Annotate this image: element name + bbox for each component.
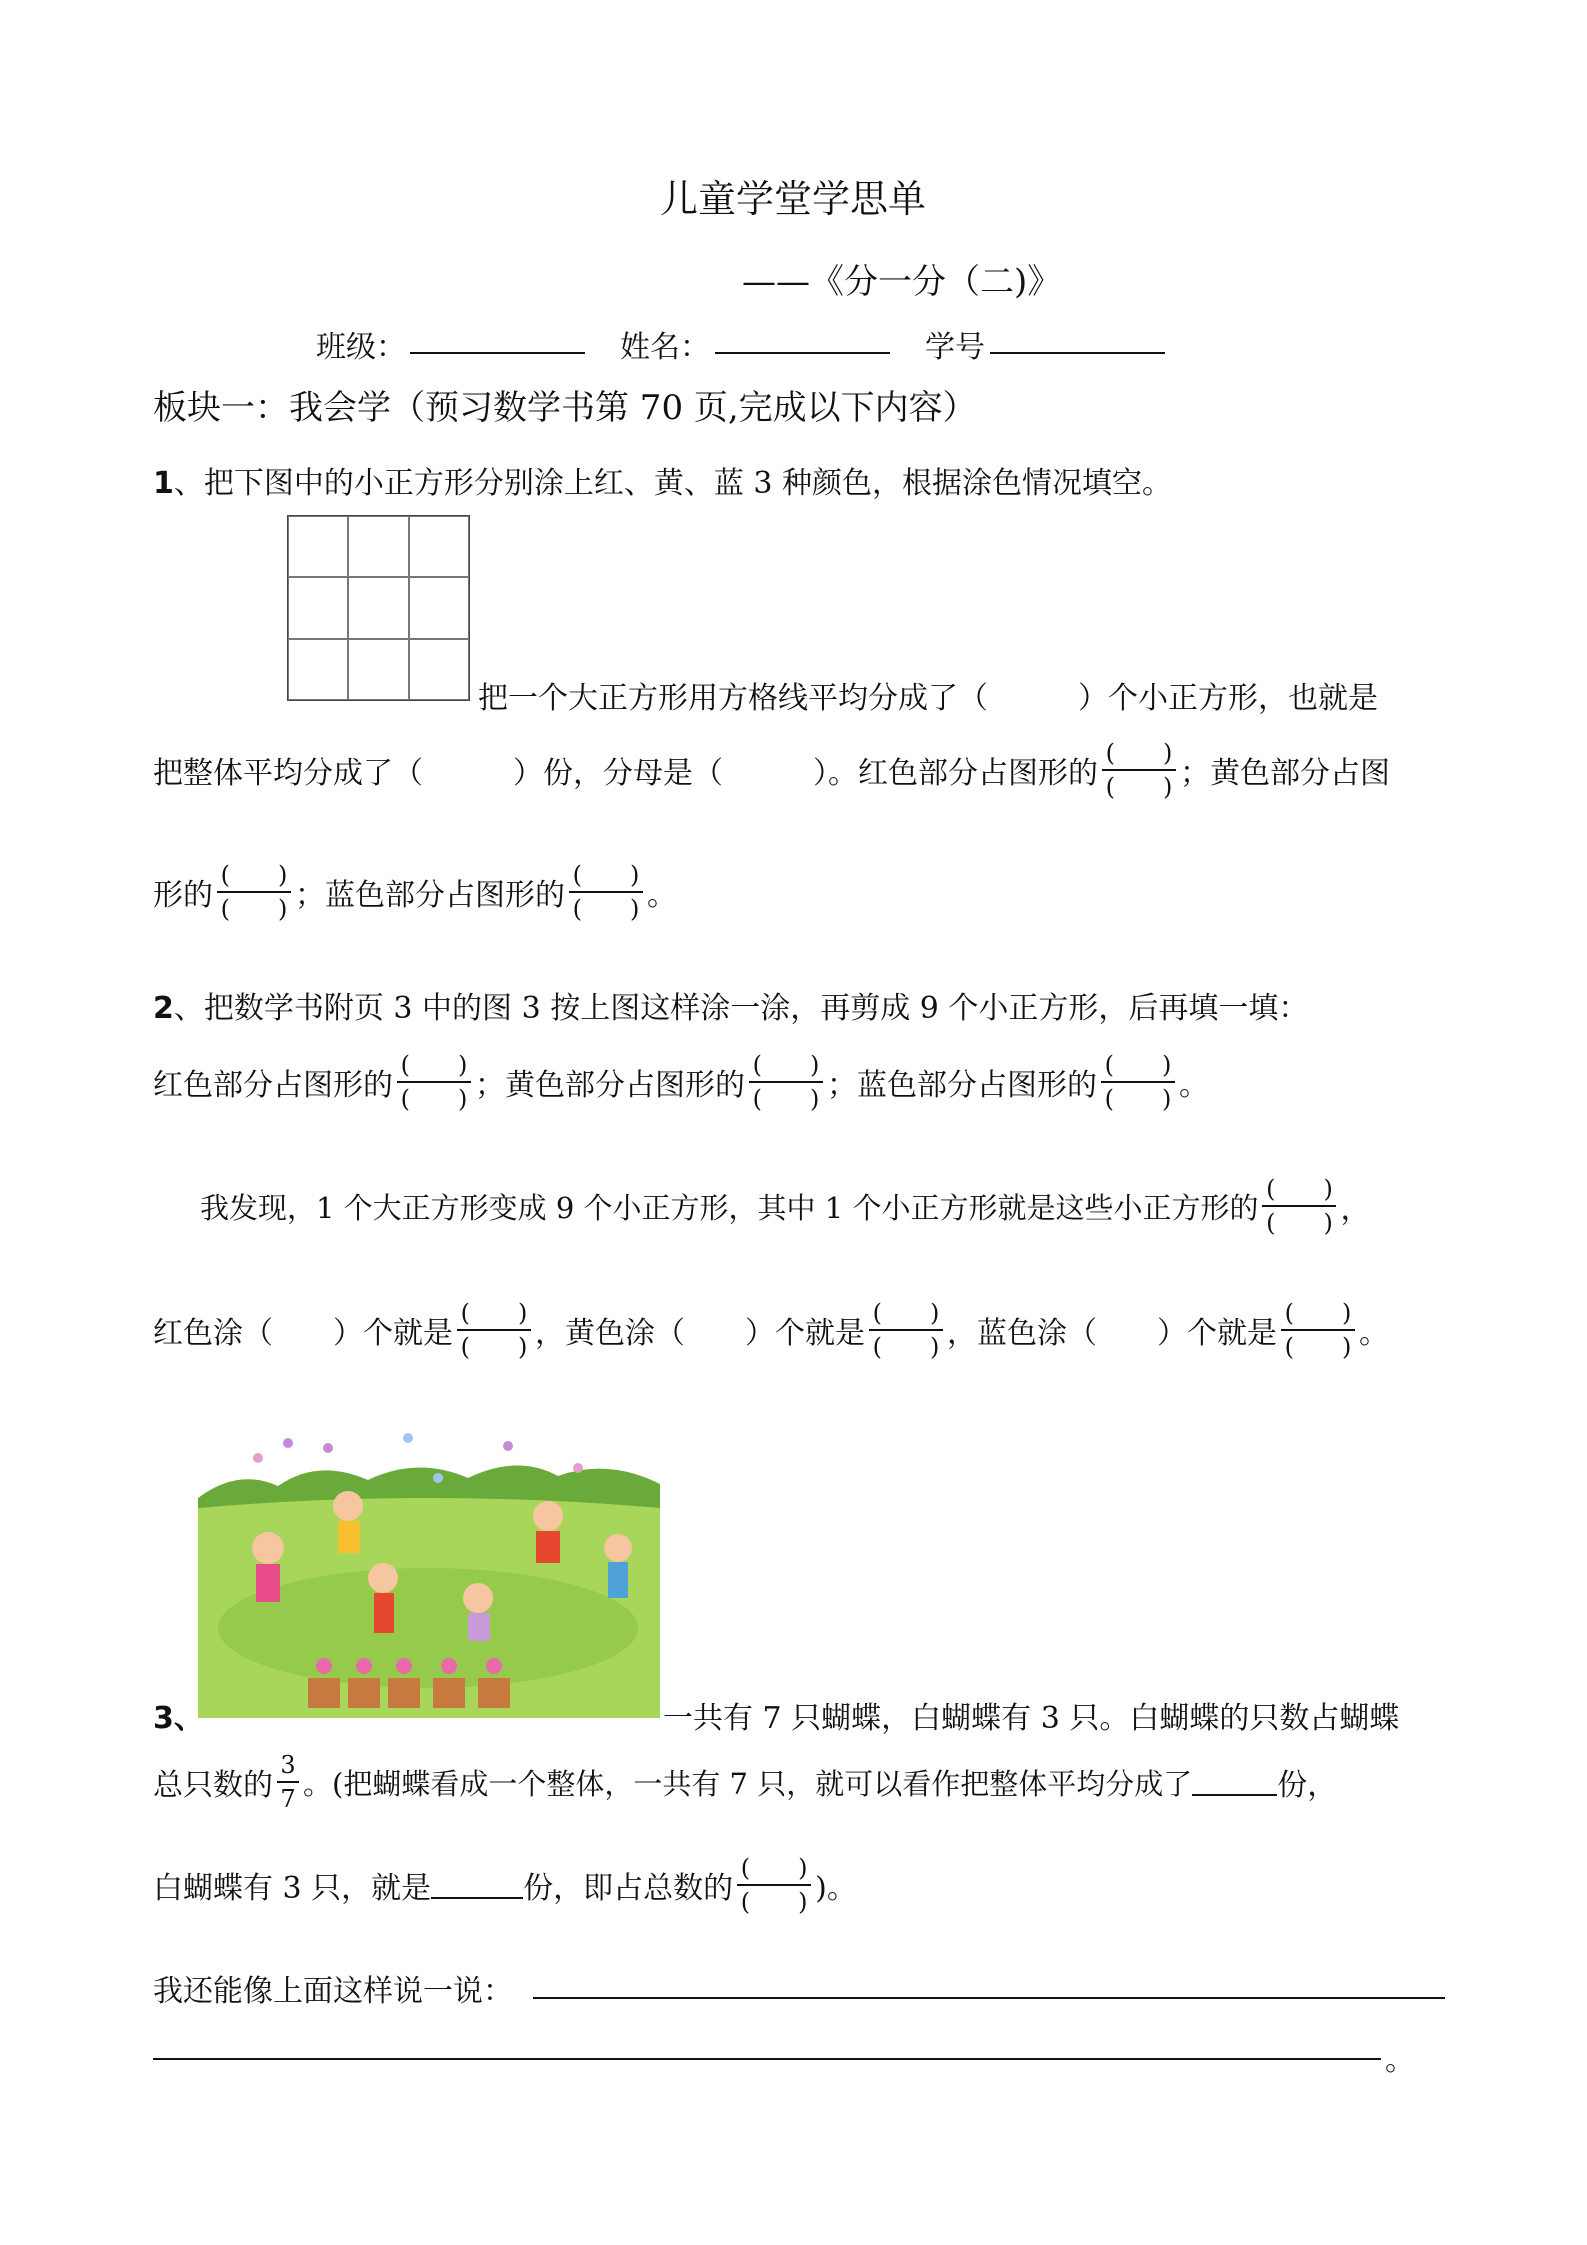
fraction-denominator: ( ) (752, 1085, 820, 1113)
answer-line[interactable] (153, 2058, 1381, 2060)
q2-line-2-end: ， (1340, 1192, 1371, 1227)
section-heading: 板块一：我会学（预习数学书第 70 页,完成以下内容） (153, 388, 977, 428)
fraction-denominator: ( ) (220, 895, 288, 923)
fraction-bar (869, 1329, 943, 1331)
flower-pots (308, 1678, 510, 1708)
fraction-blank[interactable] (1281, 1300, 1355, 1360)
fraction-bar (1281, 1329, 1355, 1331)
grid-cell[interactable] (288, 639, 348, 700)
fraction-numerator: ( ) (400, 1051, 468, 1079)
fraction-blank[interactable] (1102, 740, 1176, 800)
q3-line-5-end: 。 (1385, 2043, 1415, 2078)
fraction-bar (737, 1884, 811, 1886)
question-text: 、把下图中的小正方形分别涂上红、黄、蓝 3 种颜色，根据涂色情况填空。 (173, 466, 1173, 501)
q2-line-2 (200, 1176, 1370, 1236)
fraction-denominator: ( ) (1104, 1085, 1172, 1113)
fraction-numerator: ( ) (1266, 1175, 1333, 1203)
fraction-denominator: ( ) (1284, 1333, 1352, 1361)
fraction-blank[interactable] (1262, 1176, 1336, 1236)
q2-line-1-end: 。 (1179, 1068, 1209, 1103)
fraction-denominator: ( ) (460, 1333, 528, 1361)
q3-line-2-text: 总只数的 (153, 1768, 273, 1803)
fraction-denominator: ( ) (872, 1333, 940, 1361)
fraction-numerator: ( ) (460, 1299, 528, 1327)
fraction-bar (217, 891, 291, 893)
fraction-numerator: ( ) (1284, 1299, 1352, 1327)
answer-blank[interactable] (431, 1871, 523, 1899)
fraction-bar (1262, 1205, 1336, 1207)
fraction-denominator: ( ) (400, 1085, 468, 1113)
q2-line-3 (153, 1300, 1389, 1360)
fraction-blank[interactable] (217, 862, 291, 922)
q2-line-1-mid: ；黄色部分占图形的 (475, 1068, 745, 1103)
q3-line-2-mid: 。(把蝴蝶看成一个整体，一共有 7 只，就可以看作把整体平均分成了 (303, 1766, 1193, 1801)
question-number: 2 (153, 991, 174, 1026)
grid-cell[interactable] (288, 577, 348, 638)
q1-line-3-mid: ；蓝色部分占图形的 (295, 878, 565, 913)
question-1-prompt (153, 458, 1172, 502)
grid-cell[interactable] (348, 516, 408, 577)
page-subtitle: ——《分一分（二)》 (742, 262, 1062, 302)
grid-cell[interactable] (348, 577, 408, 638)
q1-line-2-text: 把整体平均分成了（ ）份，分母是（ ）。红色部分占图形的 (153, 756, 1098, 791)
fraction-numerator: ( ) (752, 1051, 820, 1079)
fraction-bar (277, 1781, 299, 1783)
question-number: 1 (153, 466, 174, 501)
fraction-numerator: ( ) (572, 861, 640, 889)
fraction-blank[interactable] (457, 1300, 531, 1360)
fraction-denominator: ( ) (1266, 1209, 1333, 1237)
fraction-blank[interactable] (1101, 1052, 1175, 1112)
fraction-bar (569, 891, 643, 893)
q1-line-3-end: 。 (647, 878, 677, 913)
question-text: 、把数学书附页 3 中的图 3 按上图这样涂一涂，再剪成 9 个小正方形，后再填一填： (173, 991, 1309, 1026)
q2-line-1-text: 红色部分占图形的 (153, 1068, 393, 1103)
fraction-numerator: ( ) (220, 861, 288, 889)
q3-line-3-text: 白蝴蝶有 3 只，就是 (153, 1871, 432, 1906)
fraction-bar (397, 1081, 471, 1083)
q1-line-2 (153, 740, 1390, 800)
q2-line-3-text: 红色涂（ ）个就是 (153, 1316, 453, 1351)
fraction-bar (1101, 1081, 1175, 1083)
q1-line-3-text: 形的 (153, 878, 213, 913)
fraction-bar (1102, 769, 1176, 771)
name-field[interactable] (715, 322, 890, 354)
fraction-denominator: ( ) (740, 1888, 808, 1916)
fraction-numerator: ( ) (872, 1299, 940, 1327)
fraction-bar (749, 1081, 823, 1083)
q3-line-2 (153, 1752, 1337, 1812)
fraction-denominator: ( ) (1105, 773, 1173, 801)
fraction-numerator: ( ) (1104, 1051, 1172, 1079)
fraction-numerator: ( ) (1105, 739, 1173, 767)
grid-cell[interactable] (409, 577, 469, 638)
question-number: 3、 (153, 1701, 204, 1736)
fraction-numerator: ( ) (740, 1854, 808, 1882)
q2-line-1-mid2: ；蓝色部分占图形的 (827, 1068, 1097, 1103)
q3-line-4: 我还能像上面这样说一说： (153, 1974, 513, 2009)
fraction-blank[interactable] (869, 1300, 943, 1360)
question-2-prompt (153, 983, 1308, 1027)
q3-line-2-end: 份， (1277, 1768, 1338, 1803)
fraction-three-sevenths (277, 1752, 299, 1812)
q3-line-3 (153, 1855, 857, 1915)
answer-line[interactable] (533, 1997, 1445, 1999)
class-field[interactable] (410, 322, 585, 354)
name-label: 姓名： (620, 330, 710, 365)
fraction-denominator: 7 (280, 1785, 296, 1813)
fraction-denominator: ( ) (572, 895, 640, 923)
class-label: 班级： (316, 330, 406, 365)
student-id-label: 学号 (925, 330, 985, 365)
grid-cell[interactable] (288, 516, 348, 577)
student-id-field[interactable] (990, 322, 1165, 354)
q3-line-1-text: 一共有 7 只蝴蝶，白蝴蝶有 3 只。白蝴蝶的只数占蝴蝶 (663, 1701, 1400, 1736)
fraction-blank[interactable] (737, 1855, 811, 1915)
q1-line-3 (153, 862, 677, 922)
fraction-blank[interactable] (569, 862, 643, 922)
fraction-blank[interactable] (749, 1052, 823, 1112)
fraction-bar (457, 1329, 531, 1331)
q1-line-1: 把一个大正方形用方格线平均分成了（ ）个小正方形，也就是 (478, 681, 1378, 716)
q3-line-1 (153, 1693, 1400, 1737)
grid-cell[interactable] (409, 639, 469, 700)
grid-cell[interactable] (409, 516, 469, 577)
page-title: 儿童学堂学思单 (660, 177, 927, 221)
q3-line-3-mid: 份，即占总数的 (523, 1871, 734, 1906)
q1-line-2-tail: ；黄色部分占图 (1180, 756, 1390, 791)
butterflies-children-illustration (198, 1428, 660, 1718)
fraction-numerator: 3 (280, 1751, 296, 1779)
q2-line-3-end: 。 (1359, 1316, 1389, 1351)
grid-cell[interactable] (348, 639, 408, 700)
q2-line-1 (153, 1052, 1209, 1112)
nine-square-grid[interactable] (287, 515, 470, 701)
fraction-blank[interactable] (397, 1052, 471, 1112)
q2-line-3-mid2: ，蓝色涂（ ）个就是 (947, 1316, 1277, 1351)
answer-blank[interactable] (1192, 1768, 1277, 1796)
q3-line-3-end: )。 (815, 1871, 857, 1906)
q2-line-3-mid: ，黄色涂（ ）个就是 (535, 1316, 865, 1351)
q2-line-2-text: 我发现，1 个大正方形变成 9 个小正方形，其中 1 个小正方形就是这些小正方形的 (200, 1190, 1259, 1225)
